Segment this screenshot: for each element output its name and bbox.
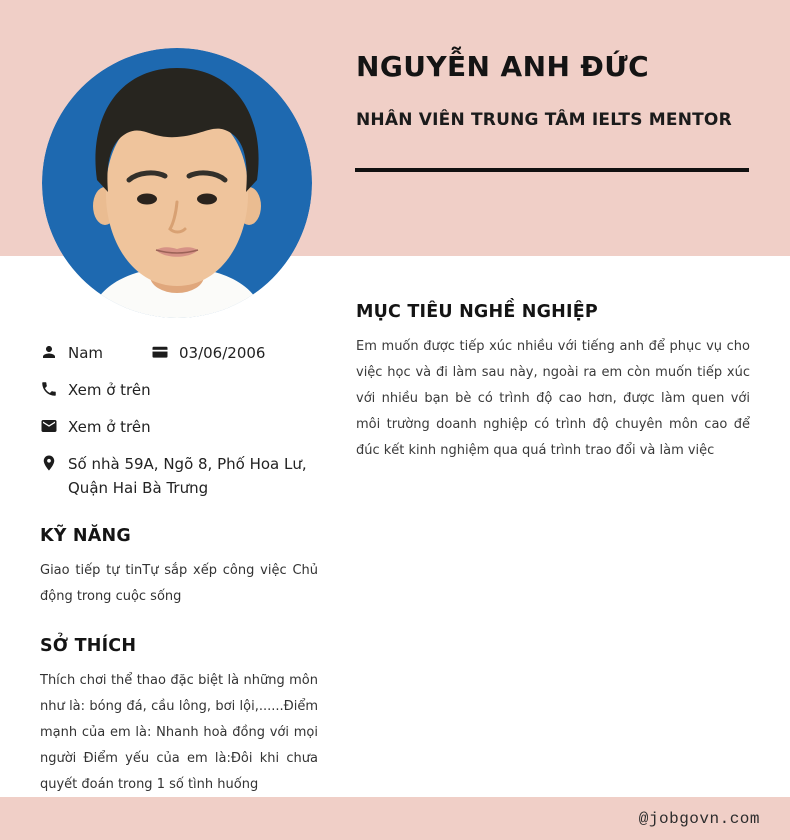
phone-icon (40, 380, 58, 398)
gender-item (40, 341, 151, 365)
calendar-icon (151, 343, 169, 361)
info-row-phone (40, 378, 318, 402)
right-column (356, 300, 750, 464)
address-value: Số nhà 59A, Ngõ 8, Phố Hoa Lư, Quận Hai Bà Trưng (68, 455, 307, 497)
objective-body: Em muốn được tiếp xúc nhiều với tiếng anh để phục vụ cho việc học và đi làm sau này, ngoài ra em còn muốn tiếp xúc với nhiều bạn bè có trình độ cao hơn, được làm quen với môi trường doanh nghiệp có trình độ chuyên môn cao để đúc kết kinh nghiệm qua quá trình trao đổi và làm việc (356, 339, 750, 458)
objective-heading: MỤC TIÊU NGHỀ NGHIỆP (356, 302, 598, 322)
skills-body: Giao tiếp tự tinTự sắp xếp công việc Chủ động trong cuộc sống (40, 563, 318, 604)
dob-value: 03/06/2006 (179, 344, 266, 362)
person-icon (40, 343, 58, 361)
name-heading: NGUYỄN ANH ĐỨC (356, 50, 650, 83)
left-column (40, 341, 318, 798)
skills-section (40, 524, 318, 610)
phone-value: Xem ở trên (68, 381, 151, 399)
email-value: Xem ở trên (68, 418, 151, 436)
email-icon (40, 417, 58, 435)
profile-photo (42, 48, 312, 318)
skills-heading: KỸ NĂNG (40, 526, 131, 546)
objective-section (356, 300, 750, 464)
info-row-gender-dob (40, 341, 318, 365)
header-divider (355, 168, 749, 172)
info-row-email (40, 415, 318, 439)
hobbies-heading: SỞ THÍCH (40, 636, 137, 656)
dob-item (151, 341, 265, 365)
hobbies-body: Thích chơi thể thao đặc biệt là những môn như là: bóng đá, cầu lông, bơi lội,......Điểm mạnh của em là: Nhanh hoà đồng với mọi người Điểm yếu của em là:Đôi khi chưa quyết đoán trong 1 số tình huống (40, 673, 318, 792)
job-title: NHÂN VIÊN TRUNG TÂM IELTS MENTOR (356, 110, 732, 130)
location-icon (40, 454, 58, 472)
profile-photo-illustration (42, 48, 312, 318)
gender-value: Nam (68, 344, 104, 362)
personal-info-list (40, 341, 318, 500)
hobbies-section (40, 634, 318, 798)
footer-handle: @jobgovn.com (638, 809, 760, 828)
info-row-address (40, 452, 318, 500)
footer-bar (0, 797, 790, 840)
